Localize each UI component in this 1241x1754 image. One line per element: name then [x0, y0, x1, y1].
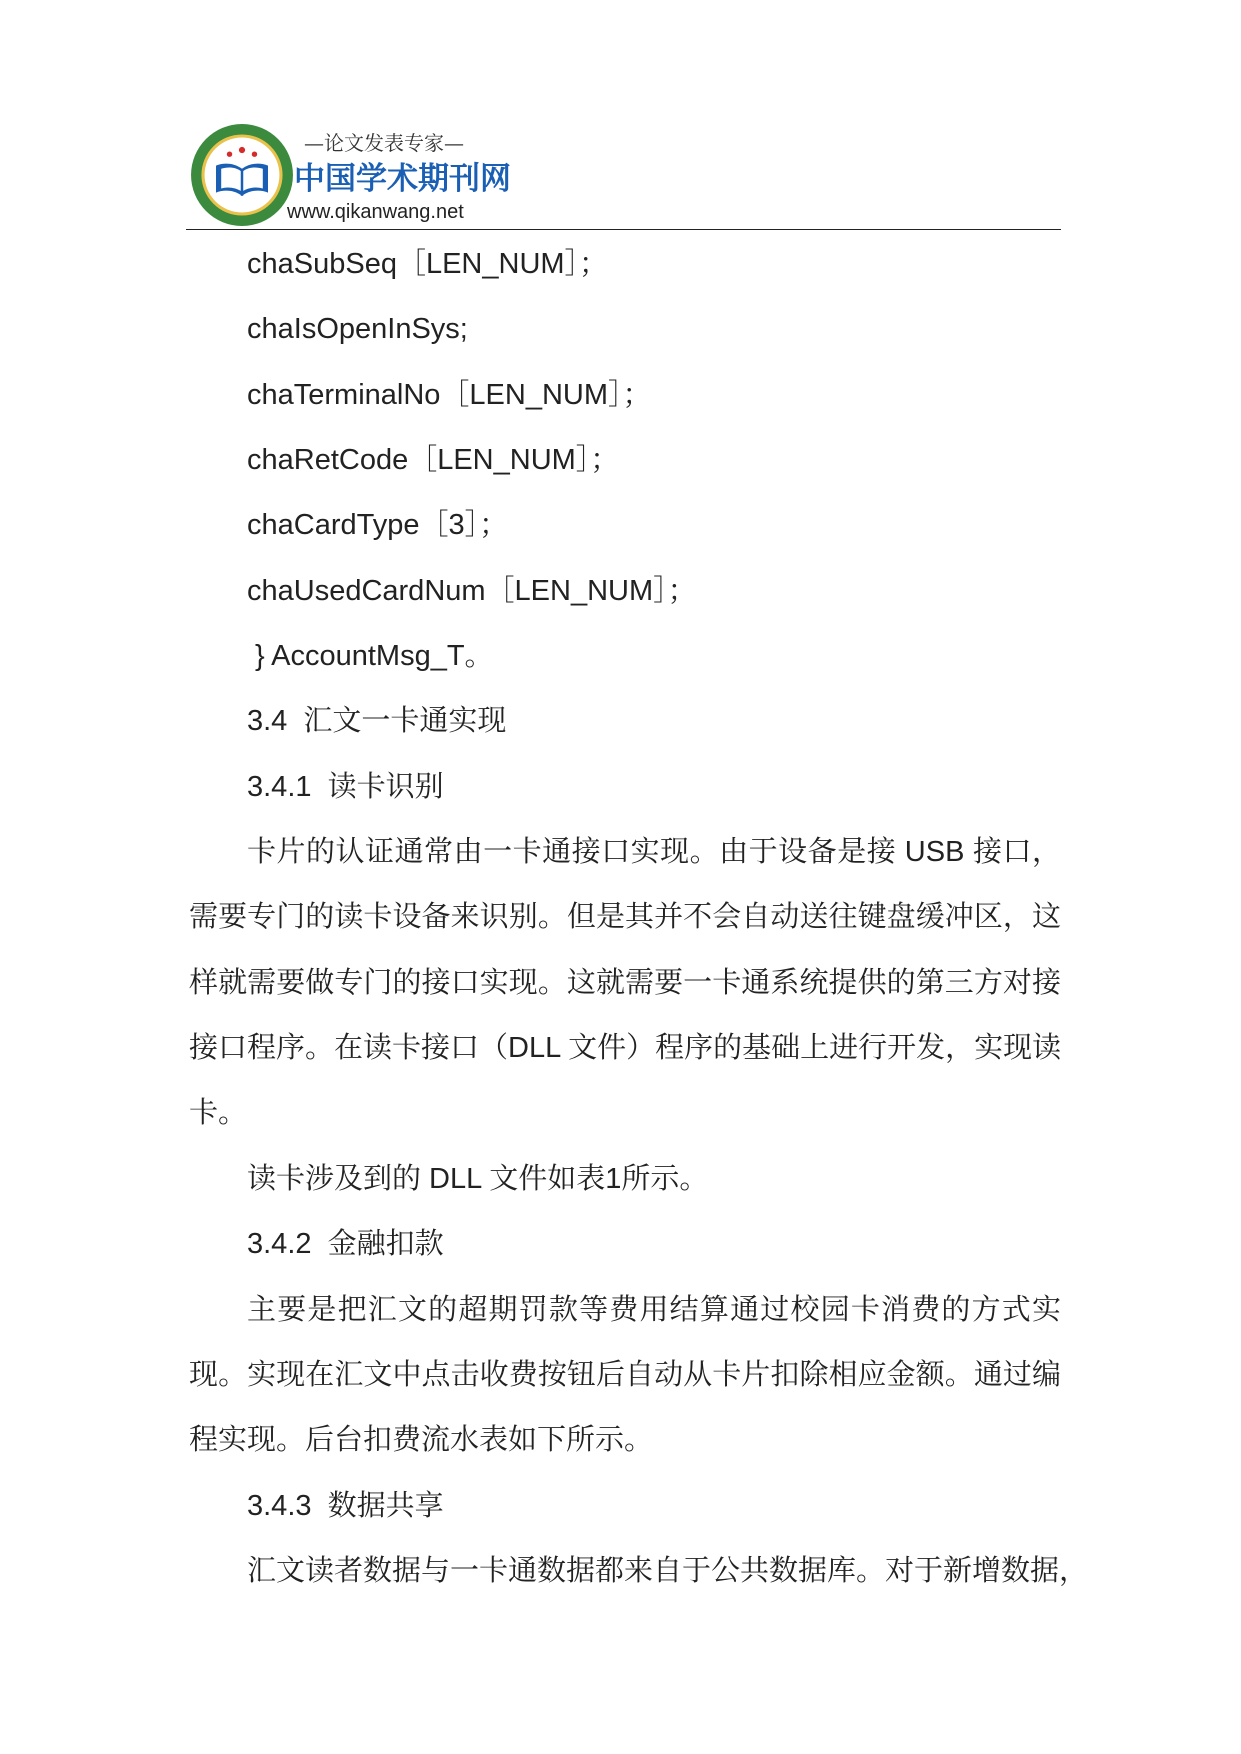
- subsection-heading: 3.4.3 数据共享: [247, 1489, 444, 1522]
- code-line: chaCardType［3］；: [247, 509, 509, 542]
- logo-emblem-icon: [190, 123, 294, 227]
- code-line: chaUsedCardNum［LEN_NUM］；: [247, 574, 697, 607]
- subsection-heading: 3.4.1 读卡识别: [247, 770, 444, 803]
- paragraph-line: 汇文读者数据与一卡通数据都来自于公共数据库。对于新增数据，: [247, 1554, 1089, 1587]
- table-reference-note: 读卡涉及到的 DLL 文件如表1所示。: [247, 1162, 709, 1195]
- header-divider: [186, 229, 1061, 230]
- section-heading-3-4: 3.4 汇文一卡通实现: [247, 705, 507, 738]
- subsection-3-4-2: [189, 1212, 1061, 1473]
- subsection-heading: 3.4.2 金融扣款: [247, 1228, 444, 1261]
- subsection-3-4-3: [189, 1474, 1089, 1605]
- code-line: chaTerminalNo［LEN_NUM］；: [247, 378, 652, 411]
- logo-url: www.qikanwang.net: [287, 201, 464, 223]
- code-line: } AccountMsg_T。: [255, 640, 494, 673]
- paragraph: [189, 820, 1061, 1147]
- logo-name: 中国学术期刊网: [294, 161, 511, 197]
- logo-tagline: —论文发表专家—: [304, 131, 464, 155]
- code-line: chaIsOpenInSys;: [247, 313, 468, 346]
- struct-definition-tail: [189, 232, 1061, 689]
- paragraph-line: 接口程序。在读卡接口（DLL 文件）程序的基础上进行开发，实现读: [189, 1032, 1062, 1065]
- paragraph-line: 样就需要做专门的接口实现。这就需要一卡通系统提供的第三方对接: [189, 966, 1061, 999]
- subsection-3-4-1: [189, 755, 1061, 1212]
- code-line: chaRetCode［LEN_NUM］；: [247, 444, 620, 477]
- paragraph-line: 卡片的认证通常由一卡通接口实现。由于设备是接 USB 接口，: [247, 836, 1061, 869]
- paragraph: [189, 1539, 1089, 1604]
- paragraph-line: 现。实现在汇文中点击收费按钮后自动从卡片扣除相应金额。通过编: [189, 1358, 1061, 1391]
- document-body: [189, 232, 1089, 1604]
- paragraph: [189, 1278, 1061, 1474]
- code-line: chaSubSeq［LEN_NUM］；: [247, 248, 609, 280]
- paragraph-line: 卡。: [189, 1097, 248, 1130]
- paragraph-line: 主要是把汇文的超期罚款等费用结算通过校园卡消费的方式实: [247, 1293, 1061, 1326]
- paragraph-line: 程实现。后台扣费流水表如下所示。: [189, 1424, 654, 1457]
- paragraph-line: 需要专门的读卡设备来识别。但是其并不会自动送往键盘缓冲区，这: [189, 901, 1061, 934]
